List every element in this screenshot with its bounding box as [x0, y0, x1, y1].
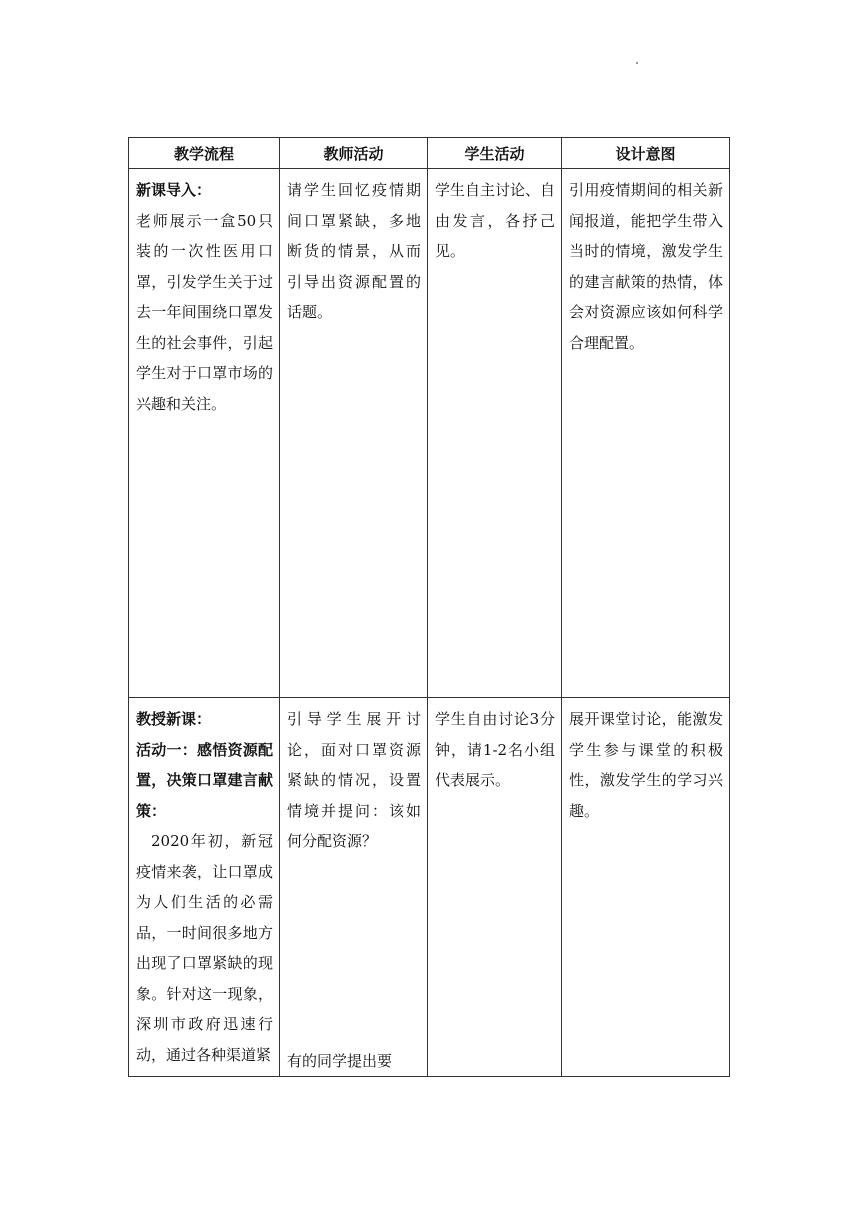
cell-text: 引导学生展开讨论，面对口罩资源紧缺的情况，设置情境并提问：该如何分配资源？	[287, 710, 421, 850]
lesson-plan-table	[128, 137, 730, 1077]
cell-text: 学生自主讨论、自由发言，各抒己见。	[435, 181, 556, 260]
cell-text: 老师展示一盒50只装的一次性医用口罩，引发学生关于过去一年间围绕口罩发生的社会事件，引起学生对于口罩市场的兴趣和关注。	[136, 211, 273, 413]
cell-text: 学生自由讨论3分钟，请1-2名小组代表展示。	[435, 710, 555, 789]
header-teacher: 教师活动	[280, 138, 428, 169]
cell-flow	[129, 169, 280, 698]
activity-title: 活动一：感悟资源配置，决策口罩建言献策：	[136, 740, 273, 820]
table-row	[129, 698, 730, 1077]
header-student: 学生活动	[428, 138, 562, 169]
cell-intent	[562, 698, 730, 1077]
cell-flow	[129, 698, 280, 1077]
section-title: 新课导入：	[136, 181, 212, 199]
page-dot	[636, 62, 638, 64]
cell-text: 2020年初，新冠疫情来袭，让口罩成为人们生活的必需品，一时间很多地方出现了口罩紧缺的现象。针对这一现象，深圳市政府迅速行动，通过各种渠道紧	[136, 832, 273, 1064]
header-intent: 设计意图	[562, 138, 730, 169]
cell-intent	[562, 169, 730, 698]
cell-teacher	[280, 698, 428, 1077]
table-row	[129, 169, 730, 698]
cell-text: 引用疫情期间的相关新闻报道，能把学生带入当时的情境，激发学生的建言献策的热情，体会对资源应该如何科学合理配置。	[569, 181, 723, 352]
cell-teacher	[280, 169, 428, 698]
cell-text: 请学生回忆疫情期间口罩紧缺，多地断货的情景，从而引导出资源配置的话题。	[287, 181, 421, 321]
section-title: 教授新课：	[136, 710, 212, 728]
cell-student	[428, 169, 562, 698]
cell-text: 展开课堂讨论，能激发学生参与课堂的积极性，激发学生的学习兴趣。	[569, 710, 723, 820]
table-header-row	[129, 138, 730, 169]
header-flow: 教学流程	[129, 138, 280, 169]
cell-text-continued: 有的同学提出要	[287, 1052, 393, 1070]
cell-student	[428, 698, 562, 1077]
